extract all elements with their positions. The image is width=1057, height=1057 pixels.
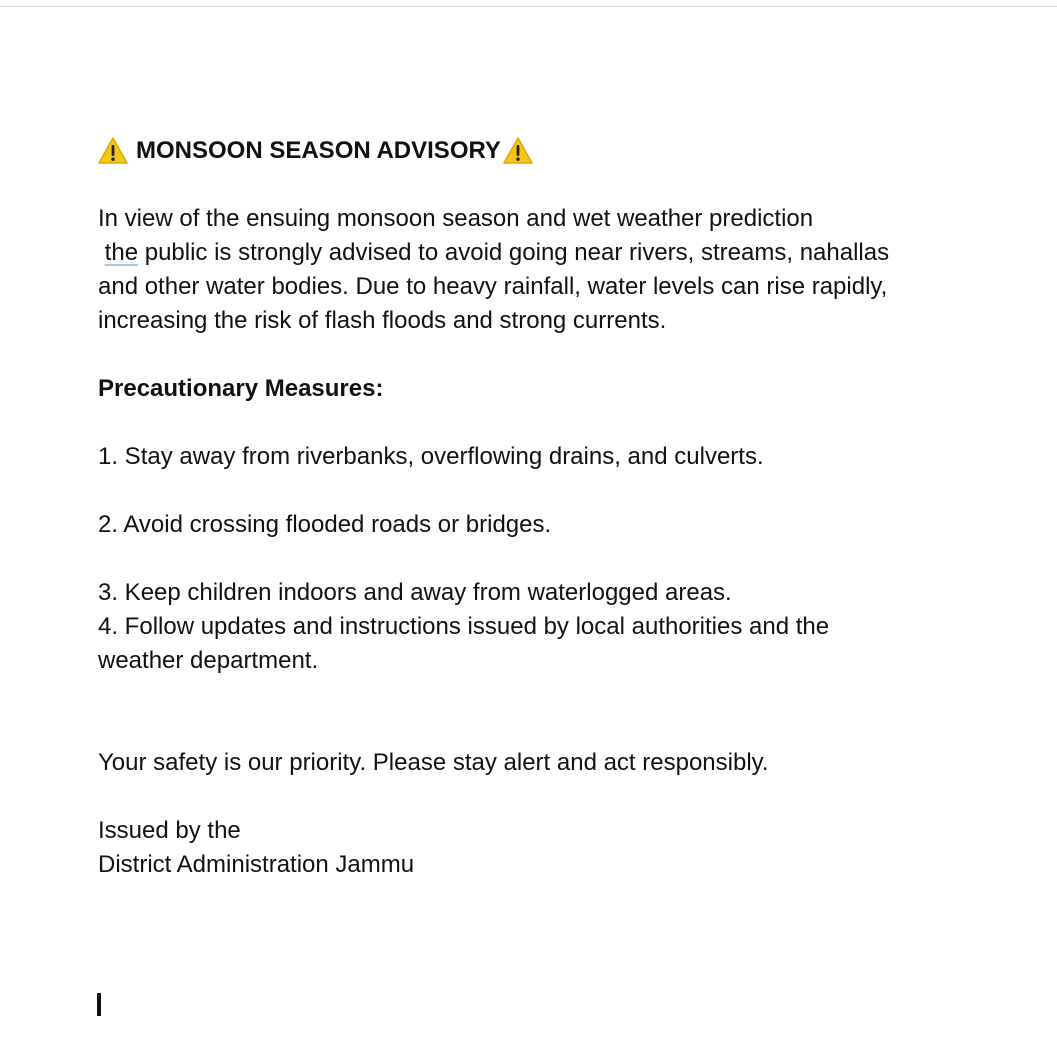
measures-heading: Precautionary Measures: (98, 375, 384, 402)
intro-line: In view of the ensuing monsoon season and wet weather prediction (98, 205, 814, 232)
measure-item: 3. Keep children indoors and away from waterlogged areas. (98, 579, 732, 606)
underlined-word: the (104, 239, 139, 266)
intro-line: increasing the risk of flash floods and strong currents. (98, 307, 667, 334)
issued-by-line: Issued by the (98, 817, 241, 844)
intro-line: and other water bodies. Due to heavy rainfall, water levels can rise rapidly, (98, 273, 888, 300)
intro-line (98, 236, 968, 270)
warning-icon (503, 136, 533, 166)
intro-line-rest: public is strongly advised to avoid going near rivers, streams, nahallas (138, 239, 890, 266)
advisory-document[interactable] (98, 134, 968, 882)
issuing-authority: District Administration Jammu (98, 851, 415, 878)
closing-statement: Your safety is our priority. Please stay alert and act responsibly. (98, 749, 769, 776)
measure-item: 1. Stay away from riverbanks, overflowing drains, and culverts. (98, 443, 764, 470)
measure-item: 4. Follow updates and instructions issued by local authorities and the (98, 613, 830, 640)
measure-item-continued: weather department. (98, 647, 319, 674)
text-cursor (97, 993, 101, 1016)
top-border (0, 0, 1057, 7)
intro-paragraph (98, 202, 968, 338)
measure-item: 2. Avoid crossing flooded roads or bridges. (98, 511, 552, 538)
advisory-title (98, 134, 968, 168)
title-text: MONSOON SEASON ADVISORY (136, 137, 501, 164)
warning-icon (98, 136, 128, 166)
